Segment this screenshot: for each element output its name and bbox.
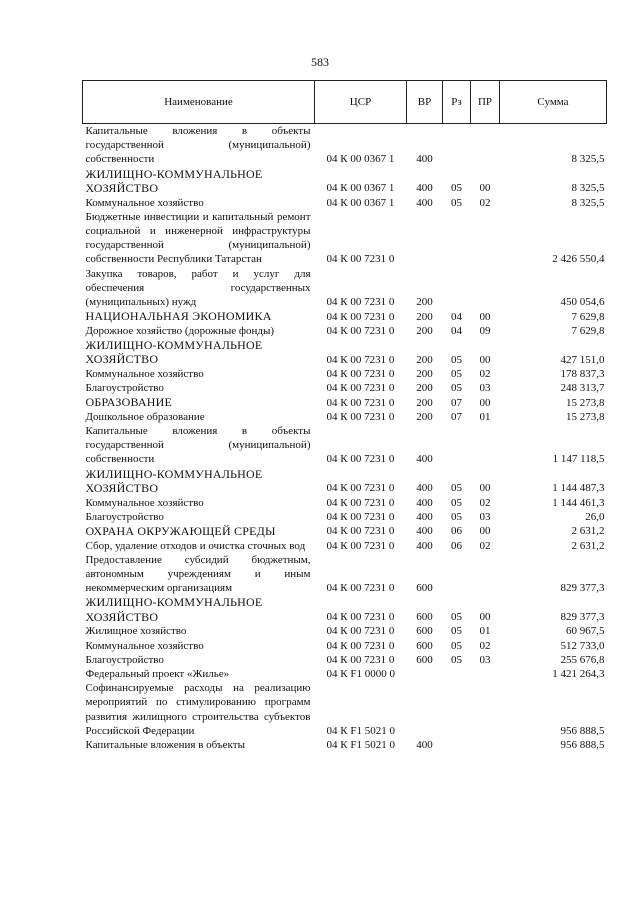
cell-rz	[443, 210, 471, 267]
cell-pr: 03	[479, 382, 491, 395]
table-row	[83, 367, 607, 381]
cell-sum: 8 325,5	[571, 153, 605, 166]
cell-name: Благоустройство	[85, 510, 164, 523]
cell-name: Коммунальное хозяйство	[85, 367, 204, 380]
cell-rz	[443, 667, 471, 681]
header-pr: ПР	[471, 81, 500, 124]
table-row	[83, 196, 607, 210]
cell-rz: 05	[451, 639, 462, 652]
cell-vr: 400	[416, 496, 433, 509]
cell-csr: 04 К 00 7231 0	[326, 382, 395, 395]
cell-pr: 00	[479, 353, 491, 366]
table-row	[83, 524, 607, 539]
cell-csr: 04 К 00 7231 0	[326, 482, 395, 495]
cell-pr	[471, 553, 500, 596]
cell-rz: 04	[451, 324, 462, 337]
cell-name: Закупка товаров, работ и услуг для обеспечения государственных (муниципальных) нужд	[85, 267, 311, 309]
cell-rz	[443, 124, 471, 167]
cell-csr: 04 К 00 7231 0	[326, 367, 395, 380]
cell-name: ОБРАЗОВАНИЕ	[85, 395, 173, 410]
cell-csr: 04 К 00 7231 0	[326, 653, 395, 666]
cell-rz: 05	[451, 182, 462, 195]
cell-vr: 200	[416, 367, 433, 380]
cell-rz	[443, 267, 471, 310]
table-row	[83, 124, 607, 167]
cell-name: ОХРАНА ОКРУЖАЮЩЕЙ СРЕДЫ	[85, 524, 276, 539]
cell-sum: 956 888,5	[560, 724, 605, 737]
cell-sum: 15 273,8	[566, 410, 605, 423]
cell-vr: 200	[416, 396, 433, 409]
cell-csr: 04 К 00 7231 0	[326, 611, 395, 624]
table-row	[83, 395, 607, 410]
table-row	[83, 381, 607, 395]
cell-sum: 427 151,0	[560, 353, 605, 366]
cell-vr: 600	[416, 582, 433, 595]
cell-csr: 04 К 00 7231 0	[326, 625, 395, 638]
cell-sum: 7 629,8	[571, 324, 605, 337]
cell-name: ЖИЛИЩНО-КОММУНАЛЬНОЕ ХОЗЯЙСТВО	[85, 337, 263, 367]
cell-vr: 200	[416, 296, 433, 309]
cell-pr: 00	[479, 525, 491, 538]
header-vr: ВР	[407, 81, 443, 124]
cell-pr: 02	[479, 196, 491, 209]
cell-sum: 8 325,5	[571, 196, 605, 209]
cell-rz	[443, 738, 471, 752]
table-row	[83, 510, 607, 524]
cell-name: Коммунальное хозяйство	[85, 196, 204, 209]
cell-vr: 200	[416, 382, 433, 395]
table-row	[83, 738, 607, 752]
cell-pr: 03	[479, 510, 491, 523]
cell-sum: 26,0	[585, 510, 605, 523]
cell-csr: 04 К 00 7231 0	[326, 310, 395, 323]
cell-vr: 400	[416, 182, 433, 195]
table-row	[83, 539, 607, 553]
cell-csr: 04 К 00 7231 0	[326, 353, 395, 366]
cell-vr: 400	[416, 482, 433, 495]
cell-sum: 1 147 118,5	[552, 453, 605, 466]
cell-vr: 200	[416, 353, 433, 366]
cell-pr	[471, 681, 500, 738]
cell-csr: 04 К 00 7231 0	[326, 324, 395, 337]
cell-name: НАЦИОНАЛЬНАЯ ЭКОНОМИКА	[85, 309, 272, 324]
cell-name: Жилищное хозяйство	[85, 625, 187, 638]
cell-csr: 04 К 00 7231 0	[326, 453, 395, 466]
cell-sum: 2 631,2	[571, 525, 605, 538]
cell-rz: 06	[451, 539, 462, 552]
cell-vr: 400	[416, 153, 433, 166]
cell-csr: 04 К 00 7231 0	[326, 510, 395, 523]
cell-name: Благоустройство	[85, 382, 164, 395]
cell-name: Бюджетные инвестиции и капитальный ремонт социальной и инженерной инфраструктуры государственной (муниципальной) собственности Республики Татарстан	[85, 210, 311, 266]
header-sum: Сумма	[500, 81, 607, 124]
cell-name: Благоустройство	[85, 653, 164, 666]
cell-pr: 00	[479, 482, 491, 495]
cell-sum: 60 967,5	[566, 625, 605, 638]
cell-pr: 00	[479, 310, 491, 323]
cell-sum: 15 273,8	[566, 396, 605, 409]
header-csr: ЦСР	[315, 81, 407, 124]
page-number: 583	[311, 55, 329, 69]
cell-rz: 05	[451, 196, 462, 209]
cell-vr: 400	[416, 196, 433, 209]
cell-pr: 00	[479, 611, 491, 624]
cell-sum: 1 144 487,3	[552, 482, 605, 495]
cell-rz: 05	[451, 510, 462, 523]
cell-csr: 04 К F1 0000 0	[326, 667, 395, 680]
cell-rz: 05	[451, 611, 462, 624]
cell-vr: 400	[416, 739, 433, 751]
cell-vr: 600	[416, 639, 433, 652]
cell-vr: 200	[416, 410, 433, 423]
table-row	[83, 210, 607, 267]
cell-sum: 956 888,5	[560, 739, 605, 751]
cell-name: Предоставление субсидий бюджетным, автономным учреждениям и иным некоммерческим организациям	[85, 553, 311, 595]
cell-vr: 200	[416, 324, 433, 337]
cell-rz	[443, 424, 471, 467]
cell-pr	[471, 667, 500, 681]
table-row	[83, 496, 607, 510]
cell-sum: 7 629,8	[571, 310, 605, 323]
table-row	[83, 467, 607, 496]
cell-pr: 02	[479, 367, 491, 380]
cell-pr: 03	[479, 653, 491, 666]
cell-name: Софинансируемые расходы на реализацию мероприятий по стимулированию программ развития жилищного строительства субъектов Российской Федерации	[85, 682, 311, 737]
table-row	[83, 553, 607, 596]
cell-vr: 400	[416, 510, 433, 523]
cell-name: ЖИЛИЩНО-КОММУНАЛЬНОЕ ХОЗЯЙСТВО	[85, 595, 263, 624]
cell-csr: 04 К 00 7231 0	[326, 396, 395, 409]
cell-rz: 07	[451, 410, 462, 423]
cell-rz: 05	[451, 653, 462, 666]
cell-csr: 04 К 00 7231 0	[326, 496, 395, 509]
cell-pr	[471, 267, 500, 310]
cell-pr: 00	[479, 182, 491, 195]
cell-rz: 05	[451, 367, 462, 380]
cell-vr: 400	[416, 539, 433, 552]
cell-sum: 8 325,5	[571, 182, 605, 195]
cell-rz: 06	[451, 525, 462, 538]
cell-sum: 1 421 264,3	[552, 667, 605, 680]
table-body	[83, 124, 607, 753]
cell-sum: 178 837,3	[560, 367, 605, 380]
cell-vr: 400	[416, 453, 433, 466]
cell-rz: 05	[451, 482, 462, 495]
cell-vr	[407, 667, 443, 681]
cell-csr: 04 К 00 7231 0	[326, 639, 395, 652]
cell-pr	[471, 210, 500, 267]
cell-pr	[471, 124, 500, 167]
cell-name: Капитальные вложения в объекты государственной (муниципальной) собственности	[85, 425, 311, 466]
cell-rz	[443, 681, 471, 738]
cell-pr: 02	[479, 539, 491, 552]
table-row	[83, 167, 607, 196]
cell-name: Коммунальное хозяйство	[85, 496, 204, 509]
cell-sum: 450 054,6	[560, 296, 605, 309]
cell-pr: 02	[479, 639, 491, 652]
cell-rz: 04	[451, 310, 462, 323]
cell-pr: 09	[479, 324, 491, 337]
cell-csr: 04 К 00 7231 0	[326, 410, 395, 423]
header-name: Наименование	[83, 81, 315, 124]
table-row	[83, 639, 607, 653]
cell-name: ЖИЛИЩНО-КОММУНАЛЬНОЕ ХОЗЯЙСТВО	[85, 166, 263, 196]
table-row	[83, 410, 607, 424]
cell-pr: 01	[479, 410, 491, 423]
table-row	[83, 624, 607, 638]
table-header	[83, 81, 607, 124]
cell-vr: 600	[416, 625, 433, 638]
cell-rz	[443, 553, 471, 596]
cell-rz: 05	[451, 353, 462, 366]
cell-csr: 04 К 00 0367 1	[326, 182, 395, 195]
table-row	[83, 424, 607, 467]
cell-sum: 1 144 461,3	[552, 496, 605, 509]
budget-table	[82, 80, 607, 752]
cell-pr: 02	[479, 496, 491, 509]
cell-sum: 829 377,3	[560, 611, 605, 624]
cell-sum: 2 631,2	[571, 539, 605, 552]
cell-csr: 04 К F1 5021 0	[326, 739, 395, 751]
cell-rz: 07	[451, 396, 462, 409]
cell-vr	[407, 681, 443, 738]
table-row	[83, 324, 607, 338]
cell-csr: 04 К 00 0367 1	[326, 196, 395, 209]
cell-sum: 248 313,7	[560, 382, 605, 395]
cell-pr: 00	[479, 396, 491, 409]
cell-rz: 05	[451, 625, 462, 638]
table-row	[83, 309, 607, 324]
cell-pr: 01	[479, 625, 491, 638]
cell-name: Коммунальное хозяйство	[85, 639, 204, 652]
cell-name: Капитальные вложения в объекты государственной (муниципальной) собственности	[85, 125, 311, 166]
cell-sum: 255 676,8	[560, 653, 605, 666]
cell-name: Федеральный проект «Жилье»	[85, 667, 230, 680]
cell-rz: 05	[451, 496, 462, 509]
cell-csr: 04 К 00 7231 0	[326, 582, 395, 595]
cell-csr: 04 К F1 5021 0	[326, 724, 395, 737]
cell-rz: 05	[451, 382, 462, 395]
table-row	[83, 653, 607, 667]
cell-csr: 04 К 00 7231 0	[326, 525, 395, 538]
cell-csr: 04 К 00 7231 0	[326, 253, 395, 266]
cell-sum: 512 733,0	[560, 639, 605, 652]
cell-pr	[471, 424, 500, 467]
cell-csr: 04 К 00 7231 0	[326, 296, 395, 309]
cell-csr: 04 К 00 7231 0	[326, 539, 395, 552]
cell-sum: 2 426 550,4	[552, 253, 605, 266]
cell-vr: 200	[416, 310, 433, 323]
table-row	[83, 667, 607, 681]
table-row	[83, 267, 607, 310]
table-row	[83, 595, 607, 624]
cell-pr	[471, 738, 500, 752]
cell-vr	[407, 210, 443, 267]
cell-name: Дошкольное образование	[85, 410, 205, 423]
header-rz: Рз	[443, 81, 471, 124]
cell-csr: 04 К 00 0367 1	[326, 153, 395, 166]
cell-sum: 829 377,3	[560, 582, 605, 595]
table-row	[83, 681, 607, 738]
cell-name: Дорожное хозяйство (дорожные фонды)	[85, 324, 275, 337]
cell-vr: 600	[416, 611, 433, 624]
cell-vr: 400	[416, 525, 433, 538]
cell-name: Сбор, удаление отходов и очистка сточных вод	[85, 539, 306, 552]
cell-vr: 600	[416, 653, 433, 666]
cell-name: ЖИЛИЩНО-КОММУНАЛЬНОЕ ХОЗЯЙСТВО	[85, 466, 263, 496]
table-row	[83, 338, 607, 367]
cell-name: Капитальные вложения в объекты	[85, 739, 245, 751]
